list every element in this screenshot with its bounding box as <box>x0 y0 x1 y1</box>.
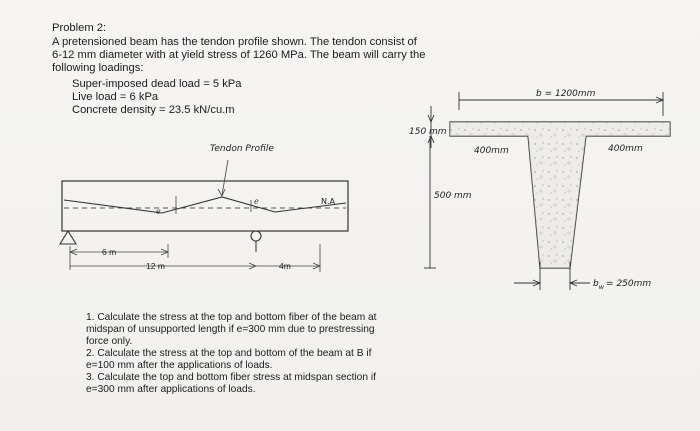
eccentricity-mid-label: e <box>254 197 259 206</box>
t-section <box>409 89 670 291</box>
web-depth-label: 500 mm <box>434 191 472 201</box>
question-1-line-3: force only. <box>86 336 133 347</box>
tendon-label-arrowhead <box>218 189 225 196</box>
neutral-axis-label: N.A <box>321 197 335 206</box>
eccentricity-left-label: e <box>156 207 161 216</box>
tendon-profile-label: Tendon Profile <box>210 144 274 154</box>
roller-support <box>251 231 261 241</box>
intro-line-3: following loadings: <box>52 62 144 74</box>
question-2-line-1: 2. Calculate the stress at the top and bottom of the beam at B if <box>86 348 372 359</box>
beam-outline <box>62 181 348 231</box>
dim-12m-label: 12 m <box>146 261 165 271</box>
question-3-line-1: 3. Calculate the top and bottom fiber stress at midspan section if <box>86 372 376 383</box>
left-support-triangle <box>60 231 76 244</box>
question-3-line-2: e=300 mm after applications of loads. <box>86 384 256 395</box>
overhang-left-label: 400mm <box>474 146 509 156</box>
load-superimposed-dead: Super-imposed dead load = 5 kPa <box>72 78 242 90</box>
flange-thickness-label: 150 mm <box>409 127 447 137</box>
load-live: Live load = 6 kPa <box>72 91 159 103</box>
question-1-line-1: 1. Calculate the stress at the top and bottom fiber of the beam at <box>86 312 377 323</box>
question-1-line-2: midspan of unsupported length if e=300 mm due to prestressing <box>86 324 375 335</box>
tendon-profile-line <box>64 197 346 213</box>
bw-letter: b <box>593 279 599 289</box>
problem-title: Problem 2: <box>52 22 107 34</box>
b-width-label: b = 1200mm <box>536 89 596 99</box>
dim-4m-label: 4m <box>279 261 291 271</box>
bw-subscript: w <box>598 283 605 291</box>
load-concrete-density: Concrete density = 23.5 kN/cu.m <box>72 104 235 116</box>
dim-6m-label: 6 m <box>102 247 117 257</box>
intro-line-1: A pretensioned beam has the tendon profile shown. The tendon consist of <box>52 36 417 48</box>
bw-label <box>593 279 651 291</box>
overhang-right-label: 400mm <box>608 144 643 154</box>
beam-elevation <box>60 144 348 272</box>
question-2-line-2: e=100 mm after the applications of loads. <box>86 360 273 371</box>
intro-line-2: 6-12 mm diameter with at yield stress of 1260 MPa. The beam will carry the <box>52 49 426 61</box>
bw-value: = 250mm <box>606 279 652 289</box>
